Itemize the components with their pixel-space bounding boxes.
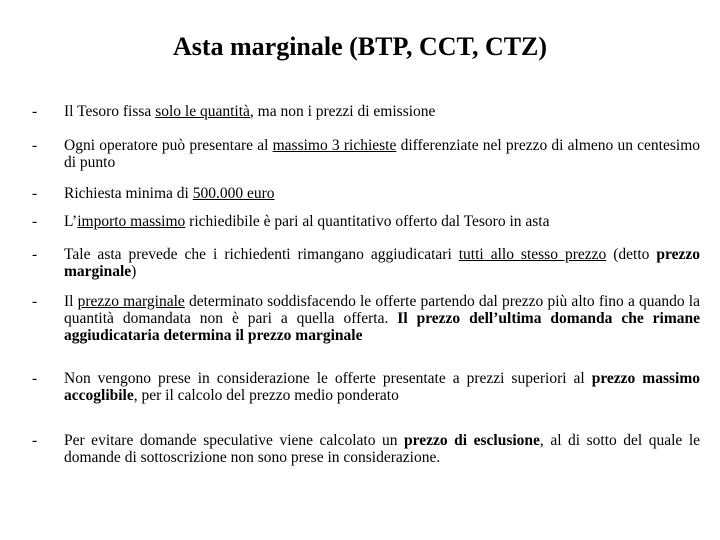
bullet-marker: - <box>32 432 38 449</box>
bullet-text <box>64 213 700 230</box>
bullet-marker: - <box>32 213 38 230</box>
bullet-marker: - <box>32 137 38 154</box>
slide-title: Asta marginale (BTP, CCT, CTZ) <box>172 32 548 61</box>
text-segment: ) <box>131 263 137 280</box>
underlined-text: massimo 3 richieste <box>272 137 397 154</box>
bullet-text <box>64 432 700 466</box>
text-segment: Tale asta prevede che i richiedenti rimangano aggiudicatari <box>64 246 459 263</box>
bullet-marker: - <box>32 246 38 263</box>
bullet-text <box>64 185 700 202</box>
bullet-marker: - <box>32 370 38 387</box>
bold-text: Il prezzo dell’ultima domanda che rimane aggiudicataria determina il prezzo marginale <box>64 310 701 344</box>
text-segment: (detto <box>606 246 657 263</box>
text-segment: differenziate nel prezzo di almeno un centesimo di punto <box>64 137 701 171</box>
text-segment: Il Tesoro fissa <box>64 103 156 120</box>
bullet-marker: - <box>32 293 38 310</box>
text-segment: Non vengono prese in considerazione le offerte presentate a prezzi superiori al <box>64 370 592 387</box>
bullet-marker: - <box>32 185 38 202</box>
bullet-text <box>64 246 700 280</box>
text-segment: L’ <box>64 213 78 230</box>
text-segment: determinato soddisfacendo le offerte partendo dal prezzo più alto fino a quando la quantità domandata non è pari a quella offerta. <box>64 293 700 327</box>
bullet-text <box>64 370 700 404</box>
bullet-text <box>64 103 700 120</box>
text-segment: , ma non i prezzi di emissione <box>249 103 436 120</box>
underlined-text: solo le quantità <box>155 103 250 120</box>
underlined-text: 500.000 euro <box>192 185 275 202</box>
text-segment: Il <box>64 293 78 310</box>
bold-text: prezzo marginale <box>64 246 700 280</box>
text-segment: , al di sotto del quale le domande di sottoscrizione non sono prese in considerazione. <box>64 432 701 466</box>
bullet-text <box>64 137 700 171</box>
underlined-text: prezzo marginale <box>77 293 185 310</box>
text-segment: Richiesta minima di <box>64 185 193 202</box>
text-segment: , per il calcolo del prezzo medio ponderato <box>133 387 399 404</box>
bullet-marker: - <box>32 103 38 120</box>
underlined-text: importo massimo <box>77 213 186 230</box>
text-segment: Ogni operatore può presentare al <box>64 137 273 154</box>
bullet-text <box>64 293 700 344</box>
text-segment: richiedibile è pari al quantitativo offerto dal Tesoro in asta <box>185 213 550 230</box>
bold-text: prezzo massimo accoglibile <box>64 370 700 404</box>
bold-text: prezzo di esclusione <box>404 432 540 449</box>
underlined-text: tutti allo stesso prezzo <box>458 246 607 263</box>
text-segment: Per evitare domande speculative viene calcolato un <box>64 432 405 449</box>
